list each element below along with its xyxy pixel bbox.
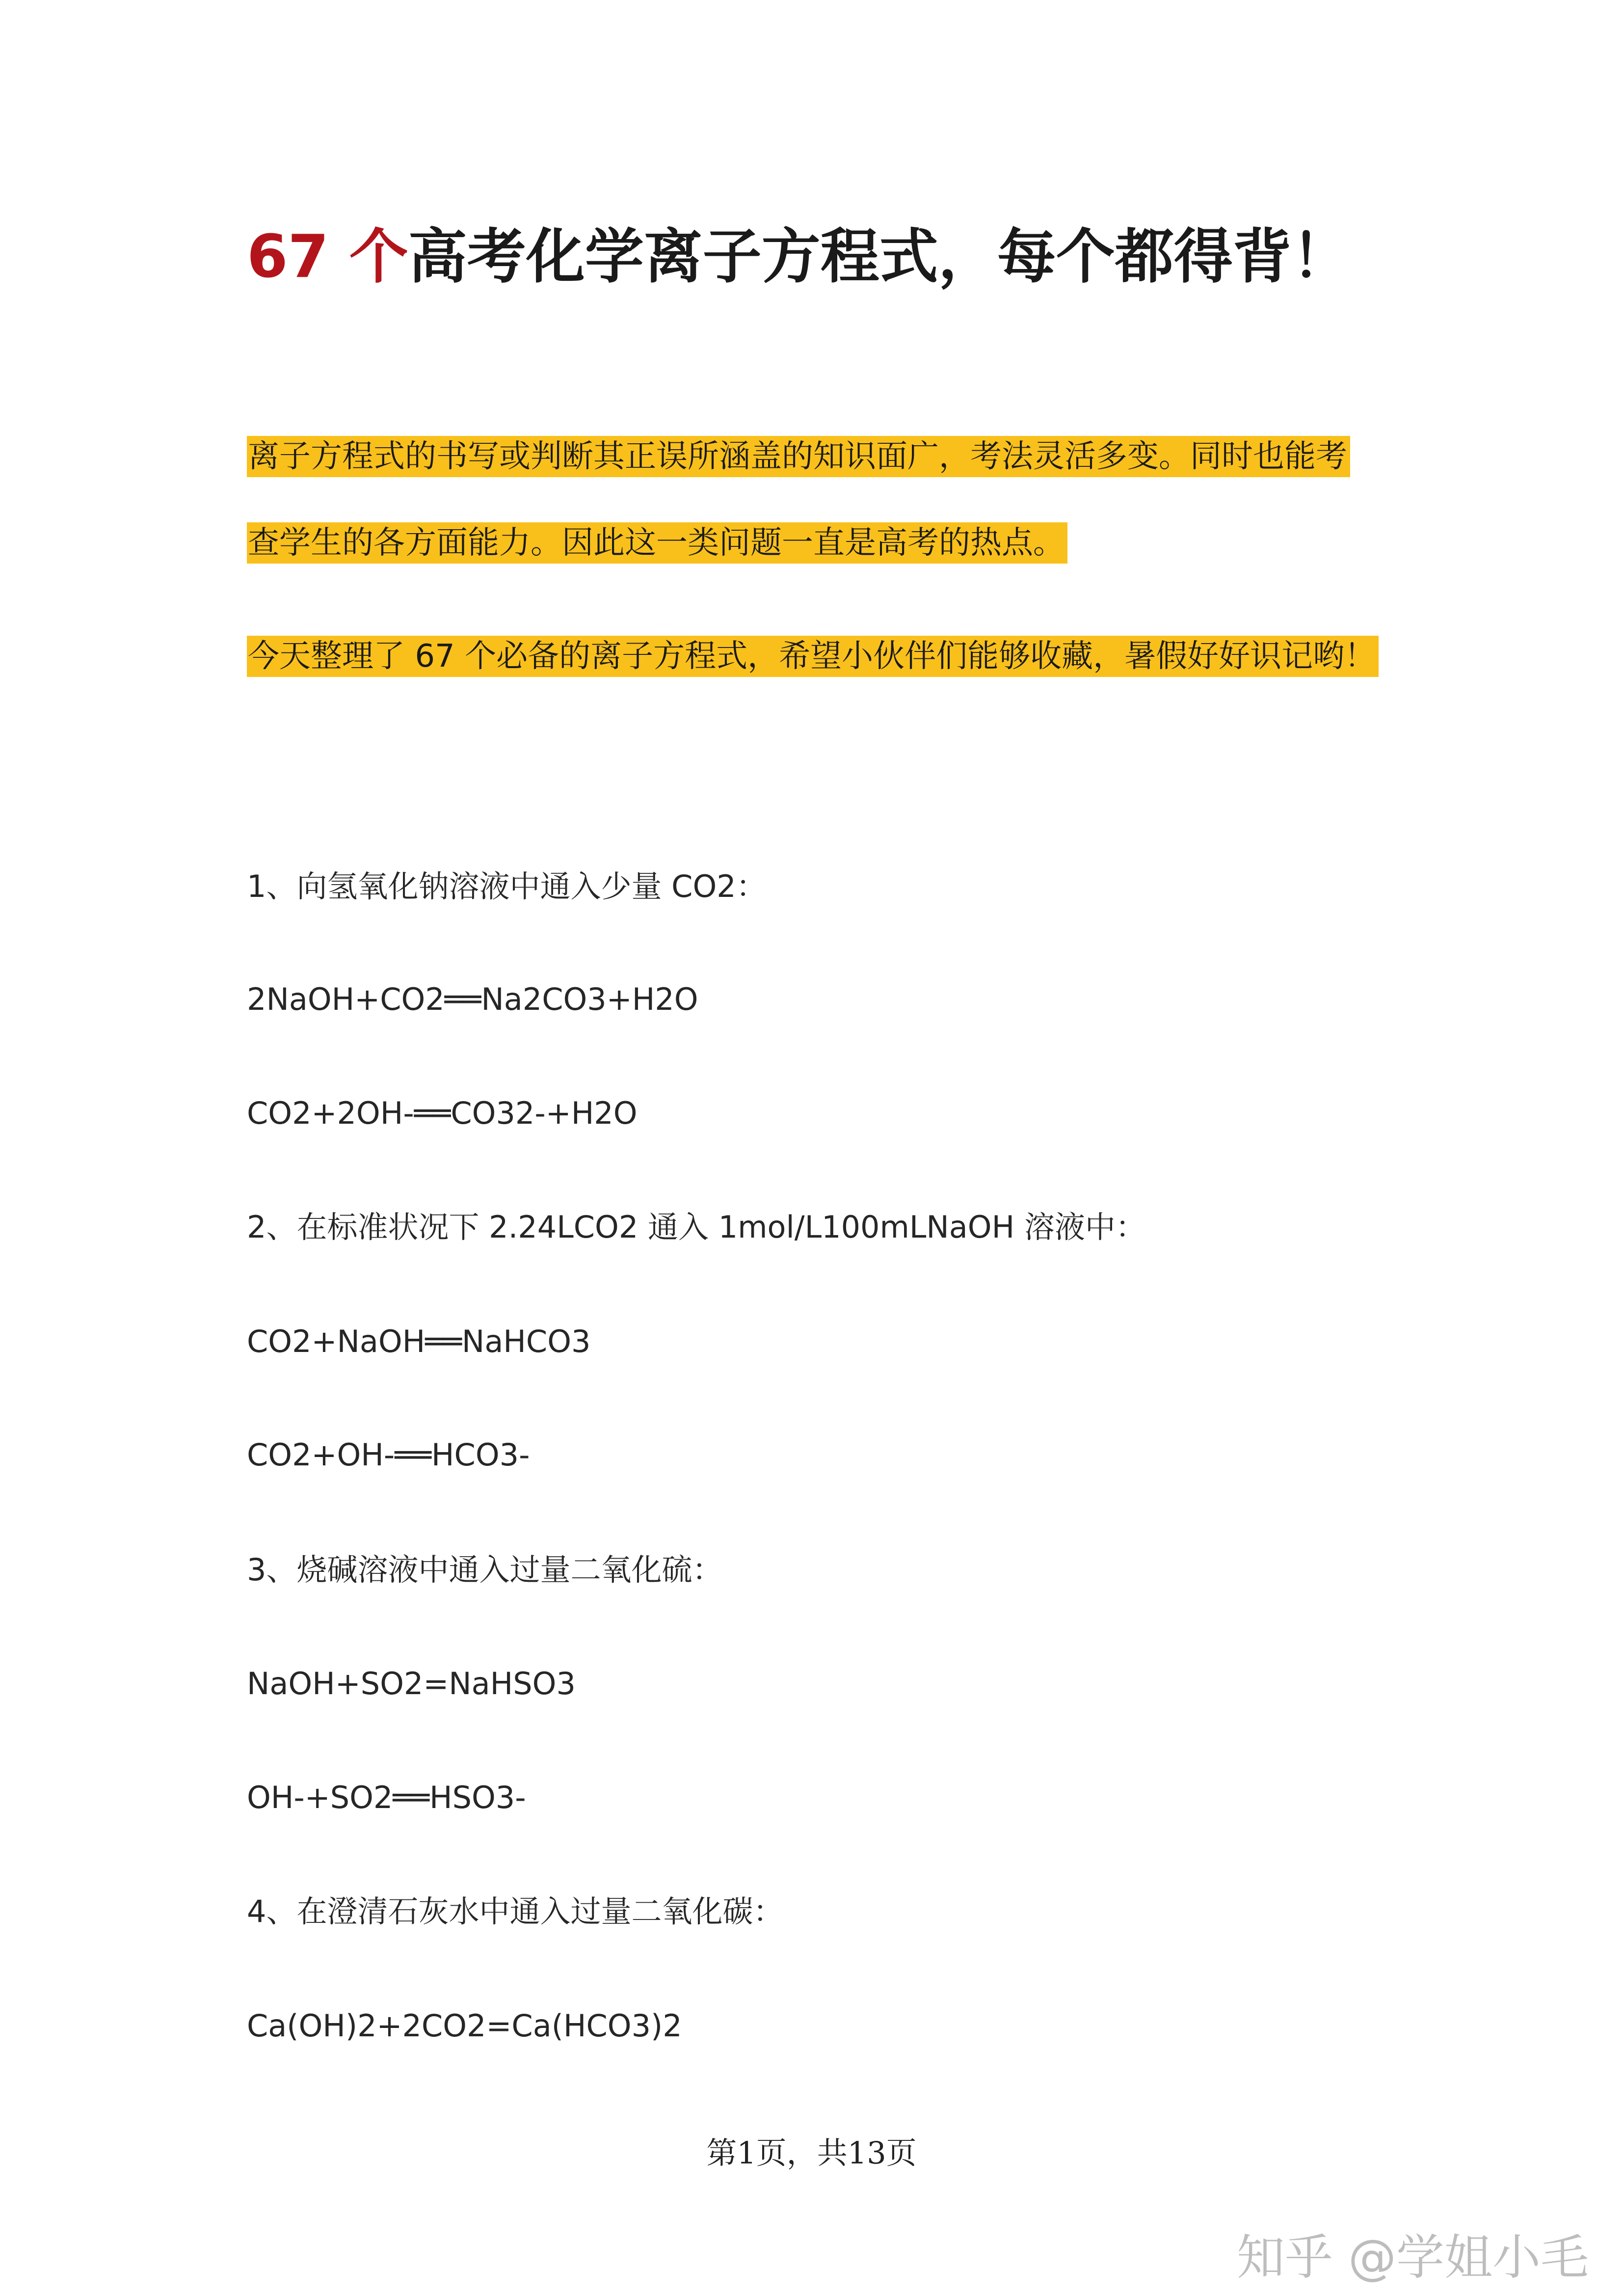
intro-highlight-line: 今天整理了 67 个必备的离子方程式，希望小伙伴们能够收藏，暑假好好识记哟！ xyxy=(247,636,1379,677)
equation-line: NaOH+SO2=NaHSO3 xyxy=(247,1666,576,1702)
equation-line: OH-+SO2══HSO3- xyxy=(247,1780,526,1815)
question-heading: 4、在澄清石灰水中通入过量二氧化碳： xyxy=(247,1893,784,1929)
equation-line: CO2+OH-══HCO3- xyxy=(247,1437,530,1473)
equation-line: 2NaOH+CO2══Na2CO3+H2O xyxy=(247,981,698,1017)
intro-highlight-line: 查学生的各方面能力。因此这一类问题一直是高考的热点。 xyxy=(247,522,1067,564)
question-heading: 2、在标准状况下 2.24LCO2 通入 1mol/L100mLNaOH 溶液中： xyxy=(247,1209,1146,1245)
page-footer: 第1页，共13页 xyxy=(706,2135,917,2171)
question-heading: 3、烧碱溶液中通入过量二氧化硫： xyxy=(247,1552,723,1588)
question-heading: 1、向氢氧化钠溶液中通入少量 CO2： xyxy=(247,868,767,904)
title-main: 高考化学离子方程式，每个都得背！ xyxy=(408,223,1351,291)
title-accent: 67 个 xyxy=(247,223,408,291)
page-title xyxy=(247,222,1351,293)
equation-line: CO2+2OH-══CO32-+H2O xyxy=(247,1095,638,1131)
intro-highlight-line: 离子方程式的书写或判断其正误所涵盖的知识面广，考法灵活多变。同时也能考 xyxy=(247,436,1350,477)
watermark: 知乎 @学姐小毛 xyxy=(1236,2230,1589,2286)
equation-line: CO2+NaOH══NaHCO3 xyxy=(247,1324,591,1359)
equation-line: Ca(OH)2+2CO2=Ca(HCO3)2 xyxy=(247,2008,682,2044)
